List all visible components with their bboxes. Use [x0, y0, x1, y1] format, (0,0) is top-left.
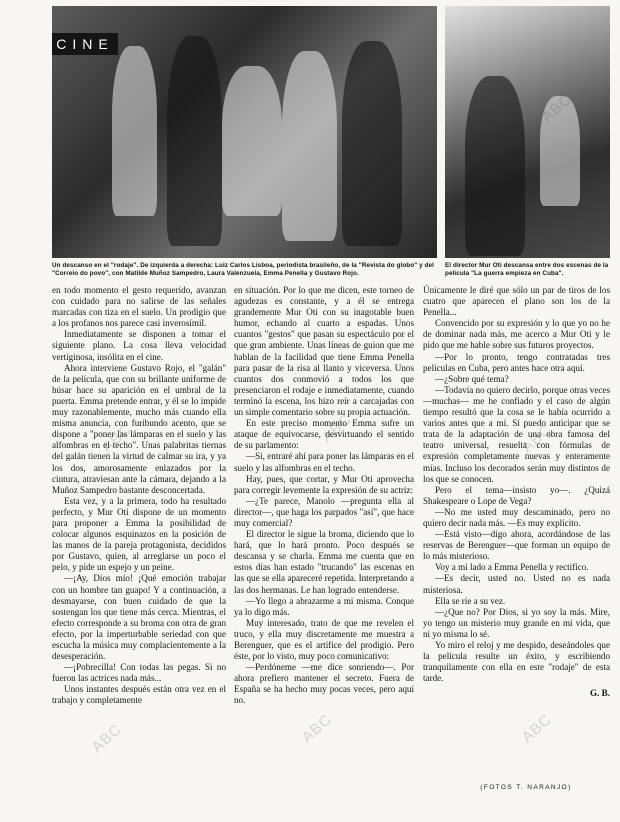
watermark: ABC — [538, 90, 576, 127]
paragraph: Únicamente le diré que sólo un par de tiros de los cuatro que aparecen el plano son los de la Penella... — [423, 285, 610, 318]
paragraph: Pero el tema—insisto yo—. ¿Quizá Shakespeare o Lope de Vega? — [423, 484, 610, 506]
photo-caption-left: Un descanso en el "rodaje". De izquierda a derecha: Luiz Carlos Lisboa, periodista brasileño, de la "Revista do globo" y del "Correio do povo", con Matilde Muñoz Sampedro, Laura Valenzuela, Emma Penella y Gustavo Rojo. — [52, 262, 434, 278]
paragraph: —Yo llego a abrazarme a mi misma. Conque ya lo digo más. — [234, 595, 414, 617]
paragraph: —¿Sobre qué tema? — [435, 373, 509, 384]
watermark: ABC — [298, 710, 336, 747]
paragraph: en todo momento el gesto requerido, avanzan con cuidado para no salirse de las señales marcadas con tiza en el suelo. Un prodigio que a los profanos nos parece casi inverosímil. — [52, 285, 226, 329]
paragraph: En este preciso momento Emma sufre un ataque de equivocarse, desvirtuando el sentido de su parlamento: — [234, 418, 414, 451]
paragraph: —Si, entraré ahí para poner las lámparas en el suelo y las alfombras en el techo. — [234, 451, 414, 473]
paragraph: —Es decir, usted no. Usted no es nada misteriosa. — [423, 573, 610, 595]
paragraph: —¡Ay, Dios mío! ¡Qué emoción trabajar con un hombre tan guapo! Y a continuación, a desmayarse, con buen cuidado de que la sostengan los que tiene más cerca. Mientras, el efecto corresponde a su broma con otra de gran efecto, por la imperturbable seriedad con que escucha la música muy complacientemente a la desesperación. — [52, 573, 226, 662]
paragraph: Esta vez, y a la primera, todo ha resultado perfecto, y Mur Oti dispone de un momento para proponer a Emma la posibilidad de colocar algunos esquinazos en la posición de las manos de la pareja protagonista, decididos por Gustavo, quien, al arreglarse un poco el pelo, y pide un espejo y un peine. — [52, 495, 226, 573]
watermark: ABC — [88, 720, 126, 757]
section-label: CINE — [52, 33, 118, 55]
paragraph: Yo miro el reloj y me despido, deseándoles que la película resulte un éxito, y escribiendo tranquilamente con ella en este "rodaje" de esta tarde. — [423, 640, 610, 684]
paragraph: Inmediatamente se disponen a tomar el siguiente plano. La cosa lleva velocidad vertiginosa, insólita en el cine. — [52, 329, 226, 362]
photo-caption-right: El director Mur Oti descansa entre dos escenas de la película "La guerra empieza en Cuba". — [445, 262, 609, 278]
paragraph: —¿Te parece, Manolo —pregunta ella al director—, que haga los parpados "así", que hace muy comercial? — [234, 495, 414, 528]
watermark: ABC — [318, 410, 356, 447]
article-column-1 — [52, 285, 226, 707]
paragraph: El director le sigue la broma, diciendo que lo hará, que lo hará pronto. Poco después se descansa y se charla. Emma me cuenta que en estos días han estado "trucando" las escenas en las que se ella apareceré repetida. Interpretando a las dos hermanas. Le han logrado entenderse. — [234, 529, 414, 595]
photo-figure — [167, 36, 222, 246]
photo-figure — [342, 41, 402, 246]
paragraph: —Por lo pronto, tengo contratadas tres películas en Cuba, pero antes hace otra aquí. — [423, 351, 610, 373]
article-column-2 — [234, 285, 414, 707]
paragraph: —Todavía no quiero decirlo, porque otras veces —muchas— me he confiado y el caso de algún tiempo resultó que la cosa se le había ocurrido a varios antes que a mí. Sí puedo anticipar que se trata de la adaptación de una obra famosa del teatro universal, resuelta con fórmulas de expresión completamente nuevas y enteramente mías. Incluso los decorados serán muy distintos de los que se conocen. — [423, 384, 610, 484]
paragraph: —Perdóneme —me dice sonriendo—. Por ahora prefiero mantener el secreto. Fuera de España se ha hecho muy pocas veces, pero aquí no. — [234, 662, 414, 706]
watermark: ABC — [518, 710, 556, 747]
paragraph: Ahora interviene Gustavo Rojo, el "galán" de la película, que con su brillante uniforme de húsar hace su aparición en el umbral de la puerta. Emma pretende entrar, y él se lo impide muy razonablemente, mucho más cuando ella misma anuncia, con furibundo acento, que se dispone a "poner las lámparas en el suelo y las alfombras en el techo". Unas palabritas tiernas del galán tienen la virtud de calmar su ira, y ya los dos, amorosamente enlazados por la cintura, atraviesan ante la cámara, dejando a la Muñoz Sampedro bastante desconcertada. — [52, 362, 226, 495]
paragraph: Voy a mí lado a Emma Penella y rectifico. — [435, 562, 589, 573]
photo-figure — [465, 76, 525, 256]
watermark: ABC — [58, 100, 96, 137]
paragraph: Unos instantes después están otra vez en el trabajo y completamente — [52, 684, 226, 706]
paragraph: Muy interesado, trato de que me revelen el truco, y ella muy discretamente me muestra a Berenguer, que es el artífice del prodigio. Pero éste, por lo visto, muy poco comunicativo: — [234, 617, 414, 662]
author-signature: G. B. — [590, 688, 610, 699]
photo-figure — [222, 66, 282, 216]
paragraph: Ella se ríe a su vez. — [435, 595, 506, 606]
watermark: ABC — [338, 80, 376, 117]
photo-figure — [112, 46, 157, 216]
paragraph: —No me usted muy descaminado, pero no quiero decir nada más. —Es muy explícito. — [423, 506, 610, 528]
paragraph: Hay, pues, que cortar, y Mur Oti aprovecha para corregir levemente la expresión de su actriz: — [234, 473, 414, 495]
paragraph: —Está visto—digo ahora, acordándose de las reservas de Berenguer—que forman un equipo de lo más misterioso. — [423, 529, 610, 562]
paragraph: —¡Pobrecilla! Con todas las pegas. Si no fueron las actrices nada más... — [52, 662, 226, 684]
photo-director — [445, 6, 610, 258]
photo-figure — [282, 51, 337, 241]
paragraph: —¿Que no? Por Dios, si yo soy la más. Mire, yo tengo un misterio muy grande en mi vida, que ni yo misma lo sé. — [423, 606, 610, 639]
paragraph: en situación. Por lo que me dicen, este torneo de agudezas es constante, y a él se entrega grandemente Mur Oti con su inagotable buen humor, echando al cuarto a espadas. Unos cuantos "gestos" que pasan su espectáculo por el que gran ambiente. Unas líneas de guion que me hablan de la facilidad que tiene Emma Penella para pasar de la risa al llanto y viceversa. Unos cuantos dos conmovió a todos los que presenciaron el rodaje e inmediatamente, cuando terminó la escena, los hizo reír a carcajadas con un simple comentario sobre su propia actuación. — [234, 285, 414, 418]
watermark: ABC — [98, 420, 136, 457]
watermark: ABC — [518, 420, 556, 457]
paragraph: Convencido por su expresión y lo que yo no he de dominar nada más, me acerco a Mur Oti y le pido que me hable sobre sus futuros proyectos. — [423, 318, 610, 351]
photo-credit: (FOTOS T. NARANJO) — [480, 784, 572, 791]
article-column-3 — [423, 285, 610, 699]
